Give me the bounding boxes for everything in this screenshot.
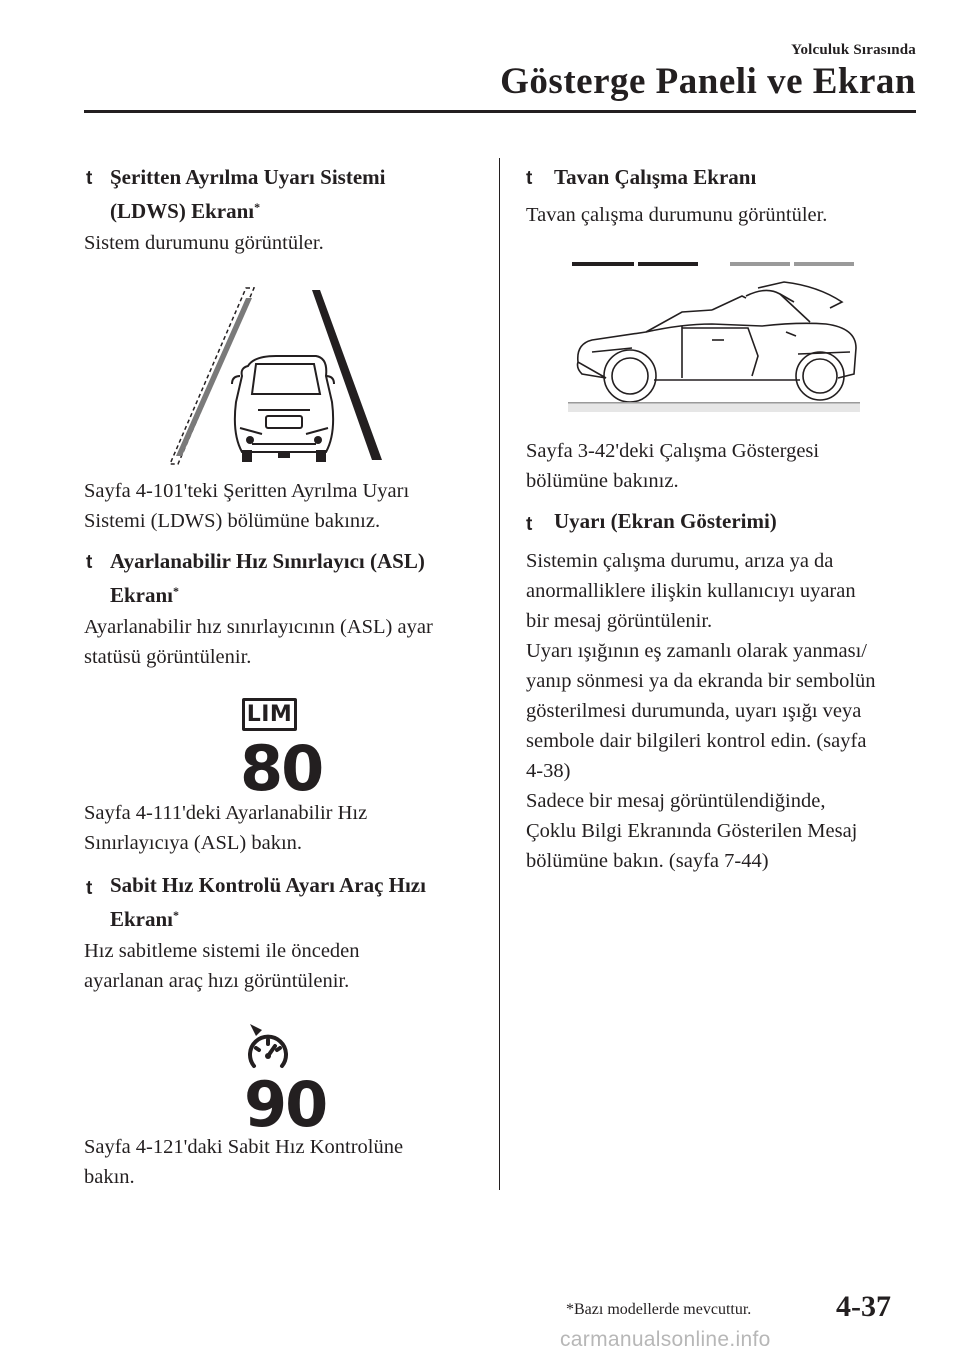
- cruise-ref-line1: Sayfa 4-121'daki Sabit Hız Kontrolüne: [84, 1136, 404, 1158]
- cruise-ref-line2: bakın.: [84, 1166, 135, 1188]
- cruise-heading-line2: Ekranı: [110, 907, 174, 931]
- asl-heading-line2: Ekranı: [110, 583, 174, 607]
- warning-heading: Uyarı (Ekran Gösterimi): [554, 509, 777, 533]
- cruise-heading: [110, 868, 426, 936]
- asl-speed-value: 80: [240, 732, 323, 805]
- cruise-desc-line1: Hız sabitleme sistemi ile önceden: [84, 940, 360, 962]
- cruise-desc-line2: ayarlanan araç hızı görüntülenir.: [84, 970, 350, 992]
- roof-heading: Tavan Çalışma Ekranı: [554, 165, 757, 189]
- warning-line: yanıp sönmesi ya da ekranda bir sembolün: [526, 670, 876, 692]
- asl-heading-line1: Ayarlanabilir Hız Sınırlayıcı (ASL): [110, 549, 425, 573]
- asterisk-mark: *: [254, 200, 261, 214]
- warning-line: Sadece bir mesaj görüntülendiğinde,: [526, 790, 826, 812]
- cruise-control-icon: [244, 1022, 292, 1074]
- roof-description: Tavan çalışma durumunu görüntüler.: [526, 204, 828, 226]
- cruise-reference: [84, 1132, 403, 1192]
- warning-line: Uyarı ışığının eş zamanlı olarak yanması/: [526, 640, 868, 662]
- bullet-icon: t: [86, 878, 93, 899]
- page-number: 4-37: [836, 1290, 891, 1323]
- progress-segment-4: [794, 262, 854, 266]
- cruise-description: [84, 936, 360, 996]
- asl-ref-line1: Sayfa 4-111'deki Ayarlanabilir Hız: [84, 802, 368, 824]
- ldws-description: Sistem durumunu görüntüler.: [84, 232, 324, 254]
- asl-description: [84, 612, 433, 672]
- roof-progress-bar: [572, 262, 854, 266]
- header-rule: [84, 110, 916, 113]
- column-divider: [499, 158, 500, 1190]
- roof-ref-line2: bölümüne bakınız.: [526, 470, 679, 492]
- progress-segment-2: [638, 262, 698, 266]
- convertible-roof-car-icon: [562, 256, 866, 428]
- asl-desc-line1: Ayarlanabilir hız sınırlayıcının (ASL) ayar: [84, 616, 433, 638]
- ldws-heading-line2: (LDWS) Ekranı: [110, 199, 255, 223]
- section-label: Yolculuk Sırasında: [791, 42, 916, 58]
- asterisk-mark: *: [173, 908, 180, 922]
- ldws-heading-line1: Şeritten Ayrılma Uyarı Sistemi: [110, 165, 386, 189]
- bullet-icon: t: [526, 514, 533, 535]
- ldws-reference: [84, 476, 409, 536]
- warning-line: 4-38): [526, 760, 571, 782]
- asl-desc-line2: statüsü görüntülenir.: [84, 646, 252, 668]
- warning-line: bir mesaj görüntülenir.: [526, 610, 713, 632]
- watermark: carmanualsonline.info: [560, 1328, 771, 1351]
- warning-line: gösterilmesi durumunda, uyarı ışığı veya: [526, 700, 862, 722]
- bullet-icon: t: [526, 168, 533, 189]
- lane-departure-car-icon: [166, 284, 388, 468]
- asl-heading: [110, 544, 425, 612]
- asl-reference: [84, 798, 367, 858]
- cruise-speed-value: 90: [244, 1068, 327, 1141]
- warning-line: Çoklu Bilgi Ekranında Gösterilen Mesaj: [526, 820, 858, 842]
- roof-ref-line1: Sayfa 3-42'deki Çalışma Göstergesi: [526, 440, 820, 462]
- warning-line: sembole dair bilgileri kontrol edin. (sayfa: [526, 730, 867, 752]
- footnote: *Bazı modellerde mevcuttur.: [566, 1301, 752, 1318]
- ldws-heading: [110, 160, 385, 228]
- roof-reference: [526, 436, 819, 496]
- bullet-icon: t: [86, 168, 93, 189]
- ldws-ref-line2: Sistemi (LDWS) bölümüne bakınız.: [84, 510, 381, 532]
- page-title: Gösterge Paneli ve Ekran: [500, 61, 916, 102]
- cruise-heading-line1: Sabit Hız Kontrolü Ayarı Araç Hızı: [110, 873, 426, 897]
- progress-segment-3: [730, 262, 790, 266]
- asterisk-mark: *: [173, 584, 180, 598]
- warning-line: bölümüne bakın. (sayfa 7-44): [526, 850, 769, 872]
- bullet-icon: t: [86, 552, 93, 573]
- warning-line: Sistemin çalışma durumu, arıza ya da: [526, 550, 834, 572]
- warning-line: anormalliklere ilişkin kullanıcıyı uyaran: [526, 580, 856, 602]
- warning-paragraph: [526, 546, 876, 876]
- progress-segment-1: [572, 262, 634, 266]
- asl-ref-line2: Sınırlayıcıya (ASL) bakın.: [84, 832, 303, 854]
- lim-badge: LIM: [242, 698, 297, 731]
- ldws-ref-line1: Sayfa 4-101'teki Şeritten Ayrılma Uyarı: [84, 480, 410, 502]
